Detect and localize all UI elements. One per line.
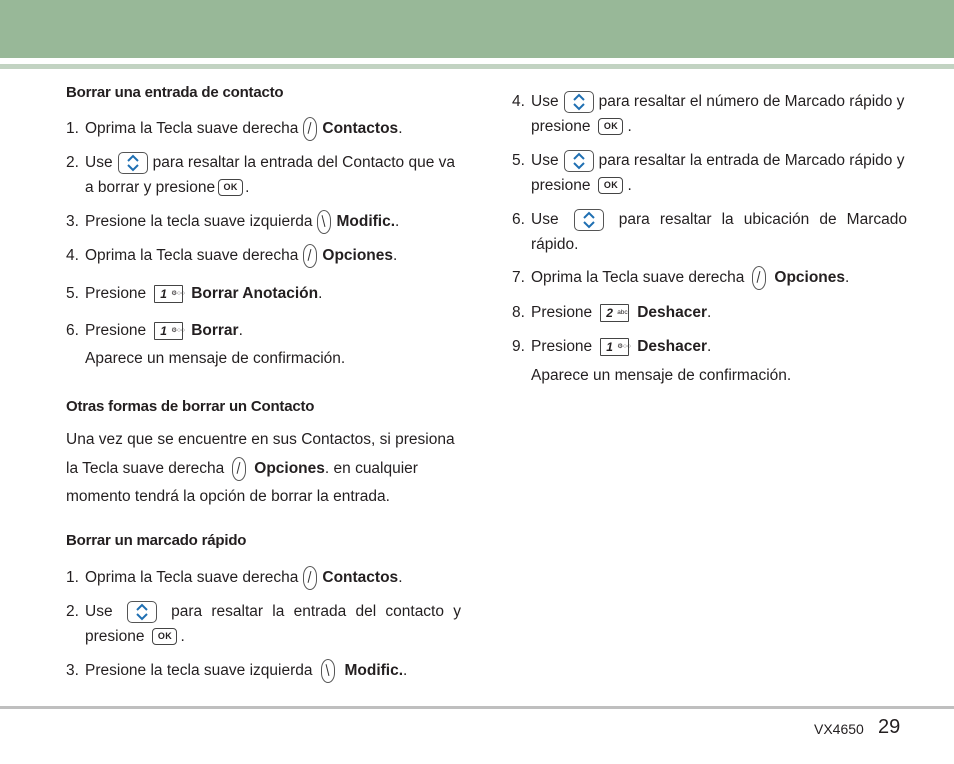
step-item xyxy=(66,318,243,343)
step-punct: . xyxy=(706,304,712,321)
step-number: 1. xyxy=(66,569,79,586)
step-text: Use xyxy=(85,603,113,620)
ok-key-icon: OK xyxy=(152,628,177,645)
step-word: y xyxy=(453,603,461,620)
key-digit: 1 xyxy=(160,286,167,301)
step-word: para xyxy=(618,211,650,228)
step-text: Presione xyxy=(85,322,147,339)
step-number: 1. xyxy=(66,120,79,137)
step-word: la xyxy=(272,603,285,620)
step-number: 5. xyxy=(512,152,525,169)
key-sub: ⚙○○ xyxy=(617,342,631,350)
step-item xyxy=(66,209,399,234)
paragraph-line: Una vez que se encuentre en sus Contactos, si presiona xyxy=(66,431,455,448)
step-number: 5. xyxy=(66,285,79,302)
key-1-icon xyxy=(600,338,629,356)
step-number: 3. xyxy=(66,662,79,679)
left-soft-key-icon xyxy=(321,659,335,683)
step-bold: Borrar xyxy=(191,322,239,339)
step-punct: . xyxy=(238,322,243,339)
step-punct: . xyxy=(398,120,403,137)
step-number: 7. xyxy=(512,269,525,286)
footer-rule xyxy=(0,706,954,709)
step-text: Presione xyxy=(85,285,147,302)
model-name: VX4650 xyxy=(814,721,864,737)
key-1-icon xyxy=(154,322,183,340)
paragraph-text: . en cualquier xyxy=(324,460,418,477)
step-text: Oprima la Tecla suave derecha xyxy=(85,120,299,137)
step-text: presione xyxy=(531,118,591,135)
step-word: contacto xyxy=(385,603,444,620)
step-word: entrada xyxy=(293,603,347,620)
right-soft-key-icon xyxy=(303,566,317,590)
step-punct: . xyxy=(245,179,250,196)
right-soft-key-icon xyxy=(303,117,317,141)
step-item xyxy=(66,281,322,306)
step-text: presione xyxy=(85,628,145,645)
header-rule xyxy=(0,64,954,69)
step-punct: . xyxy=(403,662,408,679)
page-number: 29 xyxy=(878,716,901,738)
key-1-icon xyxy=(154,285,183,303)
key-digit: 2 xyxy=(606,305,613,320)
step-number: 9. xyxy=(512,338,525,355)
header-band xyxy=(0,0,954,58)
step-number: 4. xyxy=(512,93,525,110)
step-number: 8. xyxy=(512,304,525,321)
key-digit: 1 xyxy=(160,323,167,338)
right-soft-key-icon xyxy=(303,244,317,268)
step-number: 6. xyxy=(512,211,525,228)
step-punct: . xyxy=(398,569,403,586)
right-soft-key-icon xyxy=(752,266,766,290)
step-bold: Contactos xyxy=(322,120,399,137)
step-text: Use xyxy=(531,93,559,110)
step-punct: . xyxy=(845,269,850,286)
step-text: Use xyxy=(531,211,559,228)
step-punct: . xyxy=(180,628,185,645)
step-item xyxy=(512,334,711,359)
step-number: 2. xyxy=(66,603,79,620)
step-item xyxy=(66,243,397,268)
step-bold: Borrar Anotación xyxy=(191,285,319,302)
paragraph-bold: Opciones xyxy=(254,460,325,477)
step-item xyxy=(66,116,403,141)
key-sub: ⚙○○ xyxy=(171,289,185,297)
confirmation-note: Aparece un mensaje de confirmación. xyxy=(531,367,792,384)
step-punct: . xyxy=(706,338,712,355)
step-text: Presione xyxy=(531,338,593,355)
step-bold: Opciones xyxy=(774,269,846,286)
paragraph-line: momento tendrá la opción de borrar la entrada. xyxy=(66,488,390,505)
step-text: Presione la tecla suave izquierda xyxy=(85,662,313,679)
ok-key-icon: OK xyxy=(218,179,243,196)
step-item xyxy=(66,658,407,683)
step-text: Presione xyxy=(531,304,593,321)
section-heading-borrar-entrada: Borrar una entrada de contacto xyxy=(66,84,284,101)
step-text: para resaltar el número de Marcado rápido y xyxy=(598,93,905,110)
step-item xyxy=(66,565,403,590)
right-soft-key-icon xyxy=(232,457,246,481)
navigation-key-icon xyxy=(574,209,604,231)
ok-key-icon: OK xyxy=(598,118,623,135)
step-text: para resaltar la entrada del Contacto que va xyxy=(152,154,456,171)
step-item xyxy=(66,599,461,649)
paragraph-text: la Tecla suave derecha xyxy=(66,460,225,477)
step-item xyxy=(512,265,849,290)
step-punct: . xyxy=(318,285,323,302)
step-number: 2. xyxy=(66,154,79,171)
ok-key-icon: OK xyxy=(598,177,623,194)
step-text: Oprima la Tecla suave derecha xyxy=(531,269,745,286)
step-bold: Contactos xyxy=(322,569,399,586)
step-text: Presione la tecla suave izquierda xyxy=(85,213,313,230)
confirmation-note: Aparece un mensaje de confirmación. xyxy=(85,350,346,367)
section-heading-borrar-marcado: Borrar un marcado rápido xyxy=(66,532,247,549)
paragraph-line xyxy=(66,456,418,481)
step-word: ubicación xyxy=(743,211,810,228)
left-soft-key-icon xyxy=(317,210,331,234)
step-text: Oprima la Tecla suave derecha xyxy=(85,247,299,264)
step-item xyxy=(66,150,455,200)
step-text: Use xyxy=(531,152,559,169)
step-word: resaltar xyxy=(659,211,712,228)
step-item xyxy=(512,148,904,198)
step-word: Marcado xyxy=(846,211,907,228)
step-text: Use xyxy=(85,154,113,171)
step-item xyxy=(512,207,907,257)
step-text: Oprima la Tecla suave derecha xyxy=(85,569,299,586)
step-word: la xyxy=(721,211,734,228)
navigation-key-icon xyxy=(564,91,594,113)
step-bold: Deshacer xyxy=(637,338,707,355)
step-punct: . xyxy=(627,177,632,194)
step-word: resaltar xyxy=(211,603,264,620)
step-number: 4. xyxy=(66,247,79,264)
navigation-key-icon xyxy=(564,150,594,172)
step-bold: Deshacer xyxy=(637,304,707,321)
key-sub: ⚙○○ xyxy=(171,326,185,334)
key-digit: 1 xyxy=(606,339,613,354)
step-bold: Modific. xyxy=(336,213,396,230)
step-text: para resaltar la entrada de Marcado rápido y xyxy=(598,152,905,169)
step-word: para xyxy=(171,603,203,620)
step-punct: . xyxy=(395,213,400,230)
navigation-key-icon xyxy=(118,152,148,174)
step-punct: . xyxy=(393,247,398,264)
navigation-key-icon xyxy=(127,601,157,623)
step-item xyxy=(512,300,711,325)
step-text: a borrar y presione xyxy=(85,179,216,196)
key-sub: abc xyxy=(617,308,628,316)
step-bold: Opciones xyxy=(322,247,394,264)
step-bold: Modific. xyxy=(344,662,404,679)
step-number: 6. xyxy=(66,322,79,339)
step-number: 3. xyxy=(66,213,79,230)
step-word: de xyxy=(819,211,837,228)
step-text: rápido. xyxy=(531,236,579,253)
section-heading-otras-formas: Otras formas de borrar un Contacto xyxy=(66,398,315,415)
step-punct: . xyxy=(627,118,632,135)
key-2-icon xyxy=(600,304,629,322)
step-word: del xyxy=(355,603,377,620)
step-item xyxy=(512,89,904,139)
step-text: presione xyxy=(531,177,591,194)
